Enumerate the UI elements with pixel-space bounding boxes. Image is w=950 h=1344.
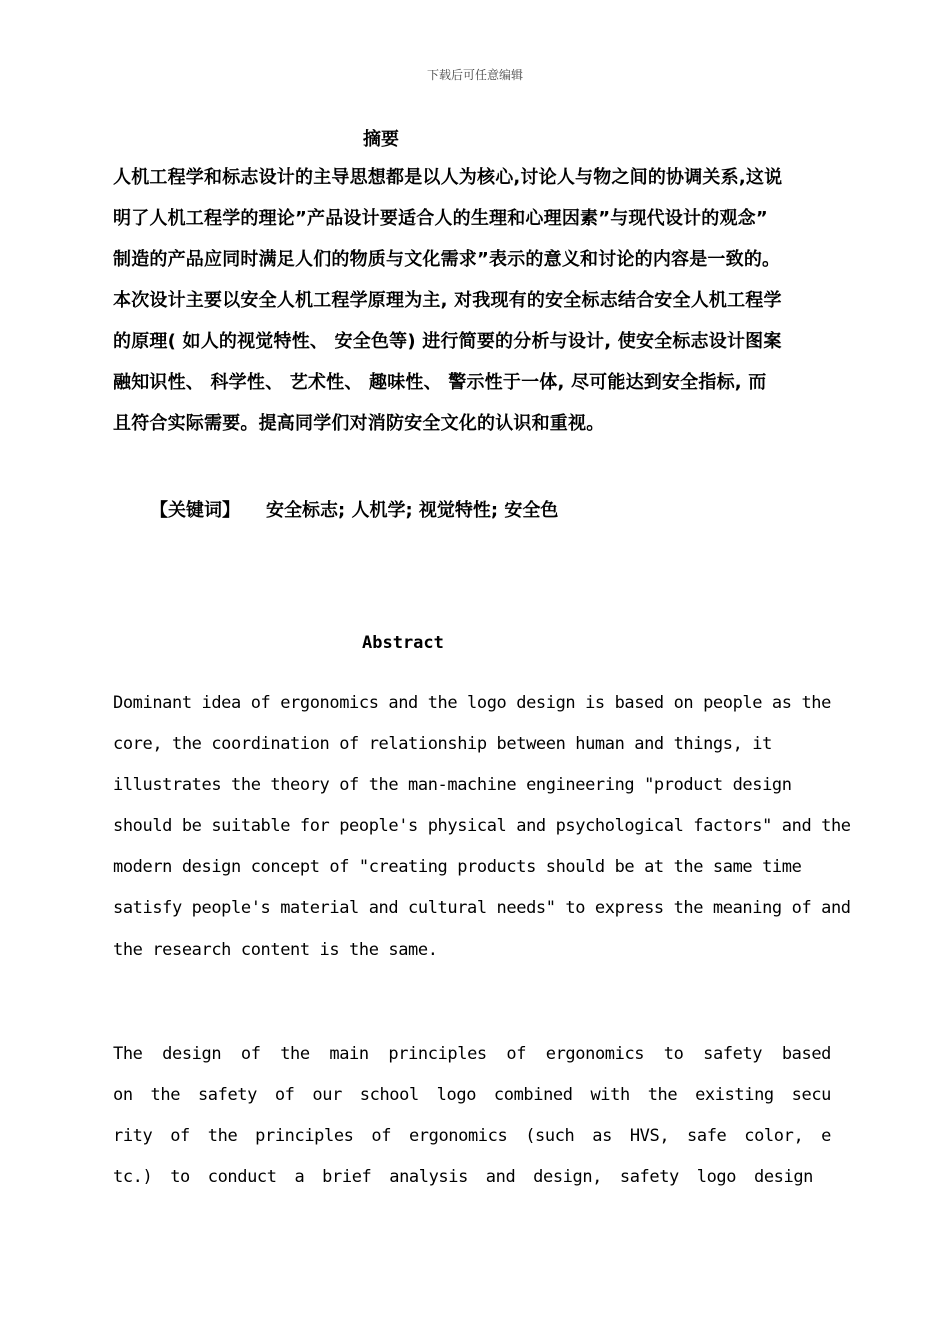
- chinese-abstract-title: 摘要: [363, 129, 399, 150]
- keywords-label: 【关键词】: [150, 500, 240, 521]
- english-abstract-line: Dominant idea of ergonomics and the logo design is based on people as the: [113, 693, 831, 713]
- chinese-abstract-line: 明了人机工程学的理论”产品设计要适合人的生理和心理因素”与现代设计的观念”: [113, 208, 768, 229]
- keywords-value: 安全标志; 人机学; 视觉特性; 安全色: [266, 500, 559, 521]
- english-abstract-line: illustrates the theory of the man-machine engineering "product design: [113, 775, 792, 795]
- chinese-abstract-line: 制造的产品应同时满足人们的物质与文化需求”表示的意义和讨论的内容是一致的。: [113, 249, 781, 270]
- english-abstract-line: on the safety of our school logo combined with the existing secu: [113, 1085, 831, 1105]
- chinese-abstract-line: 且符合实际需要。提高同学们对消防安全文化的认识和重视。: [113, 413, 605, 434]
- keywords-line: [150, 496, 558, 522]
- english-abstract-title: Abstract: [362, 633, 444, 653]
- english-abstract-line: tc.) to conduct a brief analysis and design, safety logo design: [113, 1167, 813, 1187]
- english-abstract-line: The design of the main principles of ergonomics to safety based: [113, 1044, 831, 1064]
- chinese-abstract-line: 本次设计主要以安全人机工程学原理为主, 对我现有的安全标志结合安全人机工程学: [113, 290, 782, 311]
- english-abstract-line: satisfy people's material and cultural needs" to express the meaning of and: [113, 898, 851, 918]
- english-abstract-line: the research content is the same.: [113, 940, 438, 960]
- english-abstract-line: should be suitable for people's physical and psychological factors" and the: [113, 816, 851, 836]
- english-abstract-line: rity of the principles of ergonomics (such as HVS, safe color, e: [113, 1126, 831, 1146]
- english-abstract-line: core, the coordination of relationship between human and things, it: [113, 734, 772, 754]
- chinese-abstract-line: 的原理( 如人的视觉特性、 安全色等) 进行简要的分析与设计, 使安全标志设计图案: [113, 331, 782, 352]
- chinese-abstract-line: 融知识性、 科学性、 艺术性、 趣味性、 警示性于一体, 尽可能达到安全指标, 而: [113, 372, 767, 393]
- english-abstract-line: modern design concept of "creating products should be at the same time: [113, 857, 802, 877]
- page-header: 下载后可任意编辑: [426, 68, 523, 82]
- chinese-abstract-line: 人机工程学和标志设计的主导思想都是以人为核心,讨论人与物之间的协调关系,这说: [113, 167, 783, 188]
